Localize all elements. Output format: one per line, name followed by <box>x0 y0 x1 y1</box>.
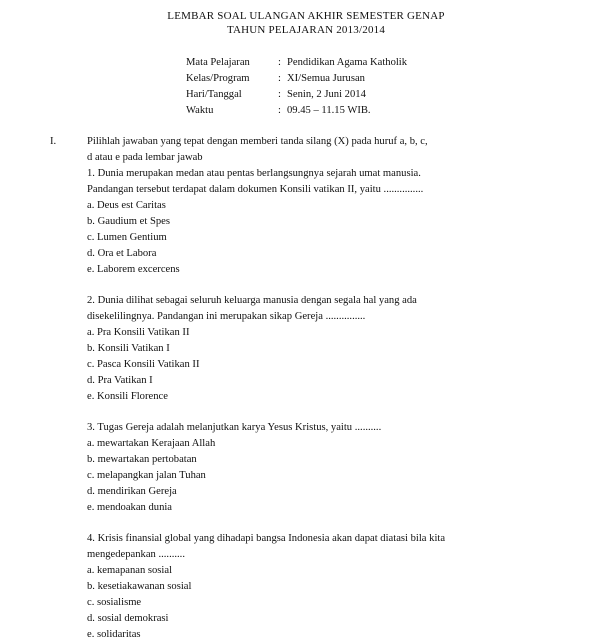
answer-option: e. Konsili Florence <box>87 391 168 402</box>
question-text: 2. Dunia dilihat sebagai seluruh keluarga manusia dengan segala hal yang ada <box>87 295 417 306</box>
answer-option: c. Lumen Gentium <box>87 232 167 243</box>
answer-option: a. Pra Konsili Vatikan II <box>87 327 190 338</box>
answer-option: c. Pasca Konsili Vatikan II <box>87 359 200 370</box>
question-1 <box>87 166 577 278</box>
question-4 <box>87 531 577 643</box>
info-value: XI/Semua Jurusan <box>287 73 365 84</box>
question-text: 4. Krisis finansial global yang dihadapi bangsa Indonesia akan dapat diatasi bila kita <box>87 533 446 544</box>
question-text: 3. Tugas Gereja adalah melanjutkan karya Yesus Kristus, yaitu .......... <box>87 422 382 433</box>
answer-option: b. mewartakan pertobatan <box>87 454 197 465</box>
info-label: Kelas/Program <box>186 73 250 84</box>
answer-option: c. sosialisme <box>87 597 142 608</box>
instruction-line: Pilihlah jawaban yang tepat dengan memberi tanda silang (X) pada huruf a, b, c, <box>87 136 428 147</box>
question-text: 1. Dunia merupakan medan atau pentas berlangsungnya sejarah umat manusia. <box>87 168 421 179</box>
info-separator: : <box>278 89 281 100</box>
answer-option: e. mendoakan dunia <box>87 502 173 513</box>
answer-option: a. mewartakan Kerajaan Allah <box>87 438 216 449</box>
answer-option: b. kesetiakawanan sosial <box>87 581 192 592</box>
info-separator: : <box>278 73 281 84</box>
document-subtitle: TAHUN PELAJARAN 2013/2014 <box>226 24 386 36</box>
answer-option: d. Ora et Labora <box>87 248 157 259</box>
info-label: Waktu <box>186 105 214 116</box>
document-title: LEMBAR SOAL ULANGAN AKHIR SEMESTER GENAP <box>167 10 445 22</box>
info-value: 09.45 – 11.15 WIB. <box>287 105 371 116</box>
question-text: Pandangan tersebut terdapat dalam dokumen Konsili vatikan II, yaitu ............... <box>87 184 424 195</box>
question-2 <box>87 293 577 405</box>
answer-option: d. mendirikan Gereja <box>87 486 177 497</box>
info-separator: : <box>278 105 281 116</box>
answer-option: a. Deus est Caritas <box>87 200 166 211</box>
section-number: I. <box>50 136 57 147</box>
answer-option: e. solidaritas <box>87 629 141 640</box>
question-text: disekelilingnya. Pandangan ini merupakan sikap Gereja ............... <box>87 311 366 322</box>
answer-option: e. Laborem excercens <box>87 264 180 275</box>
info-value: Senin, 2 Juni 2014 <box>287 89 366 100</box>
info-separator: : <box>278 57 281 68</box>
question-list <box>87 134 577 643</box>
answer-option: b. Gaudium et Spes <box>87 216 170 227</box>
info-value: Pendidikan Agama Katholik <box>287 57 408 68</box>
info-label: Hari/Tanggal <box>186 89 242 100</box>
question-text: mengedepankan .......... <box>87 549 185 560</box>
answer-option: b. Konsili Vatikan I <box>87 343 170 354</box>
answer-option: a. kemapanan sosial <box>87 565 173 576</box>
answer-option: c. melapangkan jalan Tuhan <box>87 470 206 481</box>
question-3 <box>87 420 577 516</box>
answer-option: d. Pra Vatikan I <box>87 375 153 386</box>
info-label: Mata Pelajaran <box>186 57 250 68</box>
answer-option: d. sosial demokrasi <box>87 613 169 624</box>
instruction-line: d atau e pada lembar jawab <box>87 152 203 163</box>
